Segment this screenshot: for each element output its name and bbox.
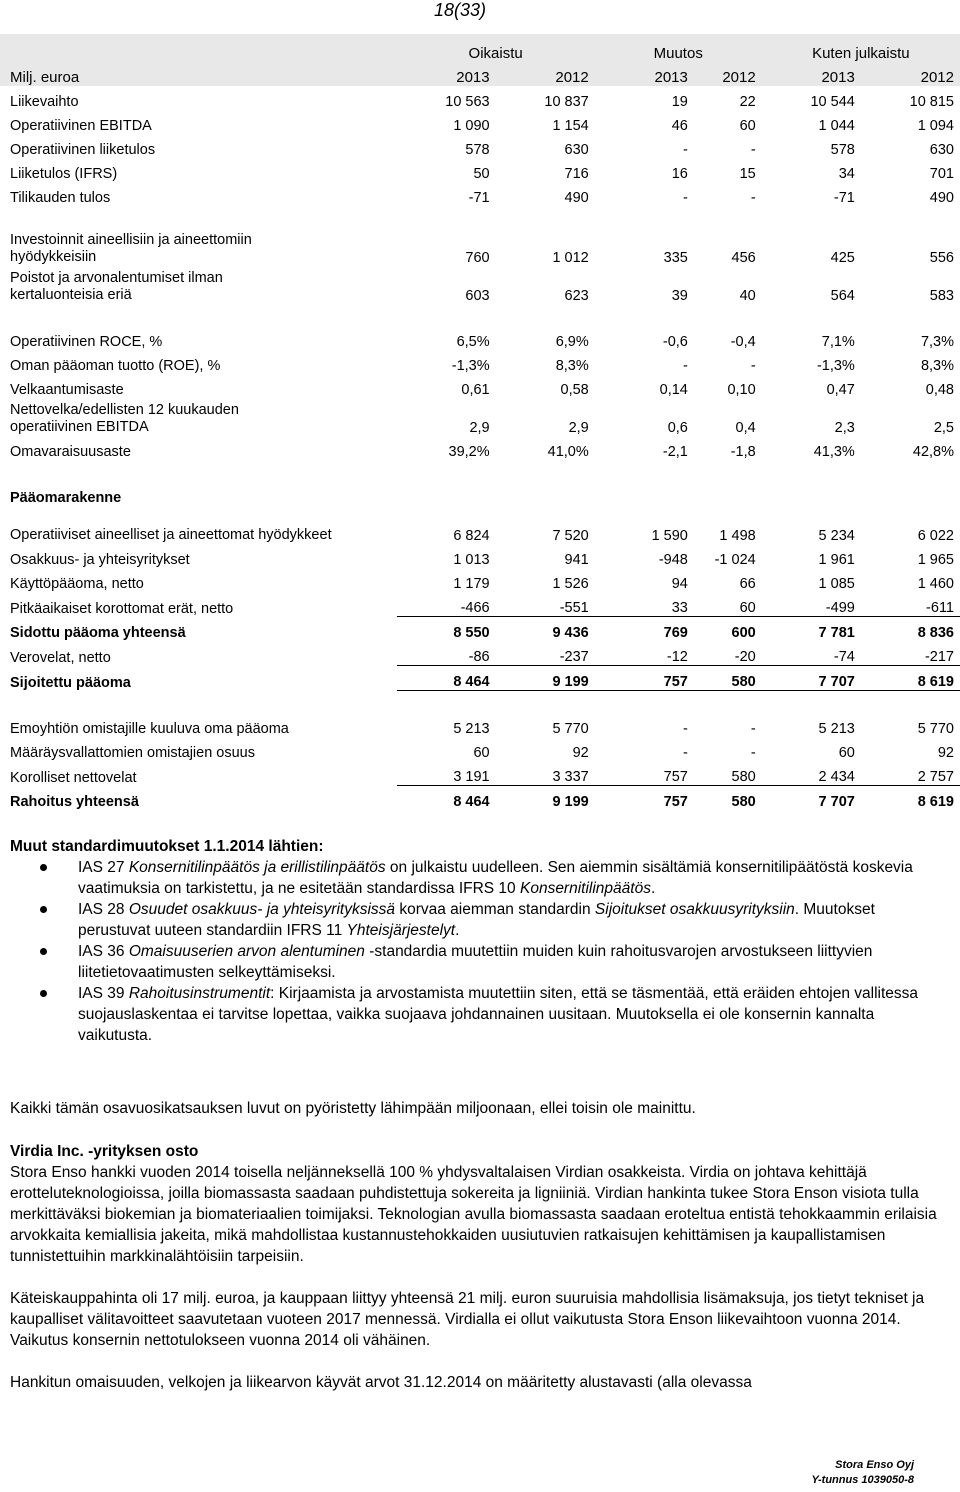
row-label: Nettovelka/edellisten 12 kuukauden operatiivinen EBITDA <box>10 402 239 435</box>
cell: -12 <box>666 649 688 665</box>
cell: -499 <box>825 600 855 616</box>
row-label: Velkaantumisaste <box>10 382 124 398</box>
cell: 0,48 <box>925 382 954 398</box>
row-label: Korolliset nettovelat <box>10 769 137 786</box>
table-row-total <box>0 786 960 811</box>
cell: 757 <box>663 769 688 785</box>
cell: 9 199 <box>496 786 595 811</box>
cell: 2,9 <box>568 420 589 436</box>
cell: 580 <box>694 666 762 691</box>
cell: 760 <box>465 250 490 266</box>
cell: -551 <box>559 600 589 616</box>
cell: 335 <box>663 250 688 266</box>
cell: 5 770 <box>552 721 589 737</box>
table-row <box>0 436 960 460</box>
cell: 1 498 <box>719 528 756 544</box>
row-label: Oman pääoman tuotto (ROE), % <box>10 358 221 374</box>
cell: 8 836 <box>861 617 960 642</box>
cell: 7 707 <box>762 666 861 691</box>
row-label: Operatiivinen liiketulos <box>10 142 156 158</box>
cell: 630 <box>929 142 954 158</box>
bullet-icon <box>40 864 47 871</box>
cell: 5 770 <box>917 721 954 737</box>
table-header-years <box>0 62 960 86</box>
row-label: Poistot ja arvonalentumiset ilman kertaluonteisia eriä <box>10 270 223 303</box>
page-footer <box>811 1458 914 1488</box>
cell: 769 <box>595 617 694 642</box>
cell: 0,47 <box>826 382 855 398</box>
group-header: Kuten julkaistu <box>762 34 960 62</box>
spacer-row <box>0 460 960 482</box>
table-row-total <box>0 666 960 691</box>
cell: - <box>750 142 756 158</box>
cell: -86 <box>468 649 490 665</box>
cell: -237 <box>559 649 589 665</box>
row-label: Operatiivinen ROCE, % <box>10 334 163 350</box>
cell: -611 <box>926 600 954 616</box>
cell: 10 837 <box>544 94 589 110</box>
spacer-row <box>0 304 960 326</box>
cell: 1 590 <box>651 528 688 544</box>
cell: 60 <box>838 745 855 761</box>
cell: 6,5% <box>456 334 490 350</box>
cell: 8 464 <box>397 666 496 691</box>
cell: 8 464 <box>397 786 496 811</box>
cell: -0,6 <box>662 334 688 350</box>
cell: 564 <box>830 288 855 304</box>
rounding-note: Kaikki tämän osavuosikatsauksen luvut on pyöristetty lähimpään miljoonaan, ellei toisin ole mainittu. <box>10 1100 696 1117</box>
cell: 600 <box>694 617 762 642</box>
cell: 578 <box>830 142 855 158</box>
cell: 40 <box>739 288 756 304</box>
cell: 941 <box>564 552 589 568</box>
list-item: IAS 39 Rahoitusinstrumentit: Kirjaamista ja arvostamista muutettiin siten, että se täsmentää, että eräiden ehtojen vallitessa suojauslaskentaa ei tarvitse lopettaa, vaikka suojaava johdannainen uusitaan. Muutoksella ei ole konsernin kannalta vaikutusta. <box>10 983 940 1046</box>
bullet-icon <box>40 948 47 955</box>
cell: -74 <box>833 649 855 665</box>
bullet-icon <box>40 990 47 997</box>
cell: 1 085 <box>818 576 855 592</box>
row-label: Määräysvallattomien omistajien osuus <box>10 745 255 761</box>
year-header: 2012 <box>861 62 960 86</box>
year-header: 2013 <box>595 62 694 86</box>
cell: 757 <box>595 666 694 691</box>
virdia-paragraph: Hankitun omaisuuden, velkojen ja liikearvon käyvät arvot 31.12.2014 on määritetty alustavasti (alla olevassa <box>10 1374 752 1391</box>
cell: 60 <box>473 745 490 761</box>
cell: 60 <box>739 118 756 134</box>
cell: 10 544 <box>810 94 855 110</box>
virdia-heading: Virdia Inc. -yrityksen osto <box>10 1143 199 1160</box>
cell: 3 191 <box>453 769 490 785</box>
spacer-row <box>0 206 960 228</box>
standards-section <box>10 836 940 1046</box>
cell: -1 024 <box>714 552 756 568</box>
standards-heading: Muut standardimuutokset 1.1.2014 lähtien: <box>10 838 324 855</box>
section-header-row <box>0 482 960 506</box>
row-label: Omavaraisuusaste <box>10 444 131 460</box>
row-label: Käyttöpääoma, netto <box>10 576 144 592</box>
cell: 1 460 <box>917 576 954 592</box>
row-label: Operatiivinen EBITDA <box>10 118 152 134</box>
cell: 15 <box>739 166 756 182</box>
table-row <box>0 737 960 761</box>
cell: - <box>683 190 688 206</box>
cell: 1 044 <box>818 118 855 134</box>
cell: 603 <box>465 288 490 304</box>
cell: 623 <box>564 288 589 304</box>
cell: 2,3 <box>834 420 855 436</box>
cell: -2,1 <box>662 444 688 460</box>
cell: 490 <box>564 190 589 206</box>
cell: 1 965 <box>917 552 954 568</box>
cell: 6 824 <box>453 528 490 544</box>
row-label: Rahoitus yhteensä <box>10 794 139 810</box>
table-row <box>0 544 960 568</box>
cell: 92 <box>937 745 954 761</box>
cell: 1 526 <box>552 576 589 592</box>
cell: 0,4 <box>735 420 756 436</box>
footer-company: Stora Enso Oyj <box>835 1459 914 1471</box>
table-row <box>0 641 960 666</box>
table-row <box>0 592 960 617</box>
cell: 8 619 <box>861 786 960 811</box>
cell: - <box>750 721 756 737</box>
section-heading: Pääomarakenne <box>10 490 122 506</box>
group-header: Muutos <box>595 34 762 62</box>
row-label: Sidottu pääoma yhteensä <box>10 625 186 641</box>
cell: 1 154 <box>552 118 589 134</box>
virdia-section <box>10 1141 940 1393</box>
cell: 2,9 <box>469 420 490 436</box>
standards-list <box>10 857 940 1046</box>
cell: 0,14 <box>659 382 688 398</box>
cell: 716 <box>564 166 589 182</box>
cell: 16 <box>671 166 688 182</box>
cell: 1 013 <box>453 552 490 568</box>
table-row <box>0 86 960 110</box>
year-header: 2013 <box>762 62 861 86</box>
table-row <box>0 326 960 350</box>
cell: 556 <box>929 250 954 266</box>
cell: 0,6 <box>667 420 688 436</box>
row-label: Operatiiviset aineelliset ja aineettomat hyödykkeet <box>10 527 332 543</box>
cell: - <box>683 142 688 158</box>
table-row <box>0 568 960 592</box>
cell: 2 757 <box>917 769 954 785</box>
spacer-row <box>0 691 960 714</box>
cell: 8 550 <box>397 617 496 642</box>
list-item: IAS 36 Omaisuuserien arvon alentuminen -standardia muutettiin muiden kuin rahoitusvarojen arvostukseen liittyvien liitetietovaatimusten selkeyttämiseksi. <box>10 941 940 983</box>
cell: 19 <box>671 94 688 110</box>
cell: 1 961 <box>818 552 855 568</box>
virdia-paragraph: Käteiskauppahinta oli 17 milj. euroa, ja kauppaan liittyy yhteensä 21 milj. euron suuruisia mahdollisia lisämaksuja, jos tietyt tekniset ja kaupalliset välitavoitteet saavutetaan vuoteen 2017 mennessä. Virdialla ei ollut vaikutusta Stora Enson liikevaihtoon vuonna 2014. Vaikutus konsernin nettotulokseen vuonna 2014 oli vähäinen. <box>10 1290 925 1349</box>
row-label: Pitkäaikaiset korottomat erät, netto <box>10 600 234 617</box>
cell: -71 <box>468 190 490 206</box>
cell: 0,10 <box>727 382 756 398</box>
page-number: 18(33) <box>434 0 487 20</box>
cell: 34 <box>838 166 855 182</box>
footer-business-id: Y-tunnus 1039050-8 <box>811 1474 914 1486</box>
cell: 8,3% <box>555 358 589 374</box>
table-row <box>0 158 960 182</box>
cell: 10 815 <box>909 94 954 110</box>
cell: -0,4 <box>730 334 756 350</box>
cell: 9 436 <box>496 617 595 642</box>
cell: 7 781 <box>762 617 861 642</box>
table-row <box>0 134 960 158</box>
cell: 8 619 <box>861 666 960 691</box>
table-row-total <box>0 617 960 642</box>
cell: 7,3% <box>920 334 954 350</box>
cell: 1 094 <box>917 118 954 134</box>
cell: 46 <box>671 118 688 134</box>
row-label: Investoinnit aineellisiin ja aineettomiin hyödykkeisiin <box>10 232 252 265</box>
cell: - <box>683 358 688 374</box>
cell: 0,58 <box>560 382 589 398</box>
cell: 39 <box>671 288 688 304</box>
cell: 6 022 <box>917 528 954 544</box>
cell: - <box>750 358 756 374</box>
cell: 456 <box>731 250 756 266</box>
cell: -20 <box>734 649 756 665</box>
cell: 50 <box>473 166 490 182</box>
row-label: Liiketulos (IFRS) <box>10 166 118 182</box>
cell: 94 <box>671 576 688 592</box>
cell: 22 <box>739 94 756 110</box>
cell: 2,5 <box>933 420 954 436</box>
cell: 2 434 <box>818 769 855 785</box>
cell: 66 <box>739 576 756 592</box>
virdia-paragraph: Stora Enso hankki vuoden 2014 toisella neljänneksellä 100 % yhdysvaltalaisen Virdian osakkeista. Virdia on johtava kehittäjä erotteluteknologioissa, joilla biomassasta saadaan puhdistettuja sokereita ja ligniiniä. Virdian hankinta tukee Stora Enson visiota tulla merkittäväksi biokemian ja biomateriaalien toimijaksi. Teknologian avulla biomassasta saadaan eroteltua entistä tehokkaammin erilaisia arvokkaita kemiallisia jakeita, mikä mahdollistaa kustannustehokkaiden uusiutuvien ratkaisujen kehittämisen ja kaupallistamisen tunnistettuihin markkinalähtöisiin tarpeisiin. <box>10 1164 937 1265</box>
unit-label: Milj. euroa <box>0 62 397 86</box>
row-label: Sijoitettu pääoma <box>10 674 131 691</box>
cell: 92 <box>572 745 589 761</box>
cell: 33 <box>671 600 688 616</box>
cell: 630 <box>564 142 589 158</box>
row-label: Tilikauden tulos <box>10 190 111 206</box>
cell: - <box>750 745 756 761</box>
cell: -466 <box>460 600 490 616</box>
cell: 7 707 <box>762 786 861 811</box>
row-label: Liikevaihto <box>10 94 79 110</box>
year-header: 2013 <box>397 62 496 86</box>
cell: -71 <box>833 190 855 206</box>
cell: 6,9% <box>555 334 589 350</box>
cell: 60 <box>739 600 756 616</box>
table-row <box>0 266 960 304</box>
cell: 41,0% <box>547 444 589 460</box>
cell: 5 213 <box>453 721 490 737</box>
cell: -948 <box>658 552 688 568</box>
table-row <box>0 761 960 786</box>
row-label: Emoyhtiön omistajille kuuluva oma pääoma <box>10 721 289 737</box>
cell: 41,3% <box>813 444 855 460</box>
financial-table <box>0 34 960 810</box>
cell: 7 520 <box>552 528 589 544</box>
table-row <box>0 350 960 374</box>
cell: -217 <box>924 649 954 665</box>
cell: 8,3% <box>920 358 954 374</box>
cell: 5 234 <box>818 528 855 544</box>
list-item: IAS 27 Konsernitilinpäätös ja erillistilinpäätös on julkaistu uudelleen. Sen aiemmin sisältämiä konsernitilipäätöstä koskevia vaatimuksia on tarkistettu, ja ne esitetään standardissa IFRS 10 Konsernitilinpäätös. <box>10 857 940 899</box>
row-label: Verovelat, netto <box>10 649 111 666</box>
year-header: 2012 <box>496 62 595 86</box>
cell: - <box>683 721 688 737</box>
cell: -1,8 <box>730 444 756 460</box>
cell: 580 <box>731 769 756 785</box>
cell: 5 213 <box>818 721 855 737</box>
cell: 39,2% <box>448 444 490 460</box>
cell: 1 179 <box>453 576 490 592</box>
cell: - <box>683 745 688 761</box>
cell: 0,61 <box>461 382 490 398</box>
cell: 1 090 <box>453 118 490 134</box>
list-item: IAS 28 Osuudet osakkuus- ja yhteisyrityksissä korvaa aiemman standardin Sijoitukset osakkuusyrityksiin. Muutokset perustuvat uuteen standardiin IFRS 11 Yhteisjärjestelyt. <box>10 899 940 941</box>
cell: 7,1% <box>821 334 855 350</box>
cell: -1,3% <box>816 358 855 374</box>
table-row <box>0 713 960 737</box>
table-row <box>0 182 960 206</box>
table-header-groups <box>0 34 960 62</box>
cell: 425 <box>830 250 855 266</box>
cell: 10 563 <box>445 94 490 110</box>
cell: 583 <box>929 288 954 304</box>
cell: 701 <box>929 166 954 182</box>
table-row <box>0 506 960 544</box>
cell: 757 <box>595 786 694 811</box>
table-row <box>0 110 960 134</box>
cell: 9 199 <box>496 666 595 691</box>
cell: 1 012 <box>552 250 589 266</box>
cell: 580 <box>694 786 762 811</box>
cell: -1,3% <box>451 358 490 374</box>
row-label: Osakkuus- ja yhteisyritykset <box>10 552 190 568</box>
year-header: 2012 <box>694 62 762 86</box>
group-header: Oikaistu <box>397 34 595 62</box>
table-row <box>0 398 960 436</box>
cell: 3 337 <box>552 769 589 785</box>
cell: 578 <box>465 142 490 158</box>
cell: 490 <box>929 190 954 206</box>
table-row <box>0 374 960 398</box>
bullet-icon <box>40 906 47 913</box>
cell: - <box>750 190 756 206</box>
cell: 42,8% <box>912 444 954 460</box>
table-row <box>0 228 960 266</box>
